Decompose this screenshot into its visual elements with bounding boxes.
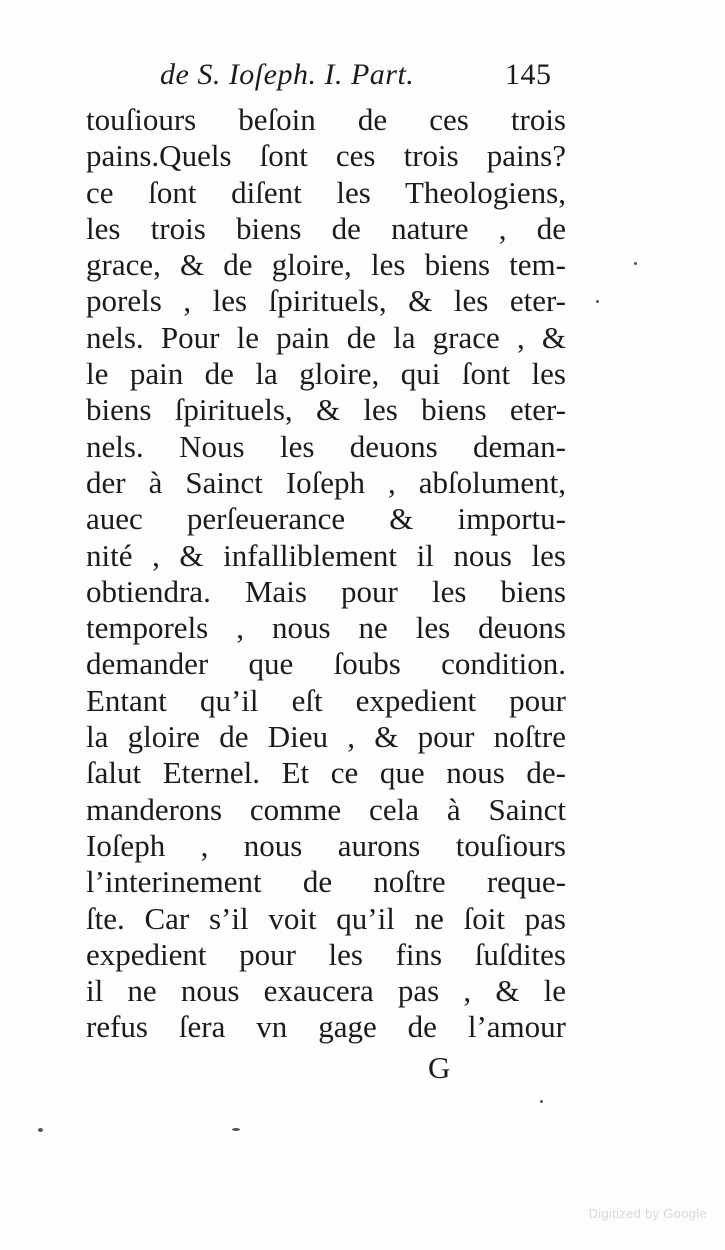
scan-speck bbox=[634, 262, 637, 265]
text-line: la gloire de Dieu , & pour noſtre bbox=[86, 719, 566, 755]
text-line: der à Sainct Ioſeph , abſolument, bbox=[86, 464, 566, 500]
text-line: manderons comme cela à Sainct bbox=[86, 791, 566, 827]
text-line: Ioſeph , nous aurons touſiours bbox=[86, 827, 566, 863]
running-title: de S. Ioſeph. I. Part. bbox=[160, 58, 415, 91]
text-line: ſte. Car s’il voit qu’il ne ſoit pas bbox=[86, 900, 566, 936]
text-line: touſiours beſoin de ces trois bbox=[86, 102, 566, 137]
scan-speck bbox=[38, 1128, 43, 1132]
text-line: refus ſera vn gage de l’amour bbox=[86, 1009, 566, 1045]
text-line: auec perſeuerance & importu- bbox=[86, 501, 566, 537]
text-line: ſalut Eternel. Et ce que nous de- bbox=[86, 755, 566, 791]
text-line: porels , les ſpirituels, & les eter- bbox=[86, 283, 566, 319]
text-line: nité , & infalliblement il nous les bbox=[86, 537, 566, 573]
text-line: obtiendra. Mais pour les biens bbox=[86, 573, 566, 609]
text-line: il ne nous exaucera pas , & le bbox=[86, 973, 566, 1009]
text-line: temporels , nous ne les deuons bbox=[86, 610, 566, 646]
text-line: pains.Quels ſont ces trois pains? bbox=[86, 138, 566, 174]
scan-speck bbox=[596, 300, 599, 303]
watermark: Digitized by Google bbox=[588, 1206, 707, 1221]
page-number: 145 bbox=[505, 58, 552, 91]
text-line: grace, & de gloire, les biens tem- bbox=[86, 247, 566, 283]
text-line: demander que ſoubs condition. bbox=[86, 646, 566, 682]
text-line: les trois biens de nature , de bbox=[86, 210, 566, 246]
text-line: nels. Nous les deuons deman- bbox=[86, 428, 566, 464]
text-line: le pain de la gloire, qui ſont les bbox=[86, 356, 566, 392]
signature-mark: G bbox=[428, 1050, 451, 1085]
scan-speck bbox=[540, 1100, 543, 1103]
text-line: l’interinement de noſtre reque- bbox=[86, 864, 566, 900]
text-line: Entant qu’il eſt expedient pour bbox=[86, 682, 566, 718]
running-head bbox=[160, 58, 580, 98]
scan-speck bbox=[232, 1128, 240, 1131]
text-line: expedient pour les fins ſuſdites bbox=[86, 936, 566, 972]
text-line: nels. Pour le pain de la grace , & bbox=[86, 319, 566, 355]
text-line: biens ſpirituels, & les biens eter- bbox=[86, 392, 566, 428]
text-line: ce ſont diſent les Theologiens, bbox=[86, 174, 566, 210]
body-text bbox=[86, 102, 566, 1046]
